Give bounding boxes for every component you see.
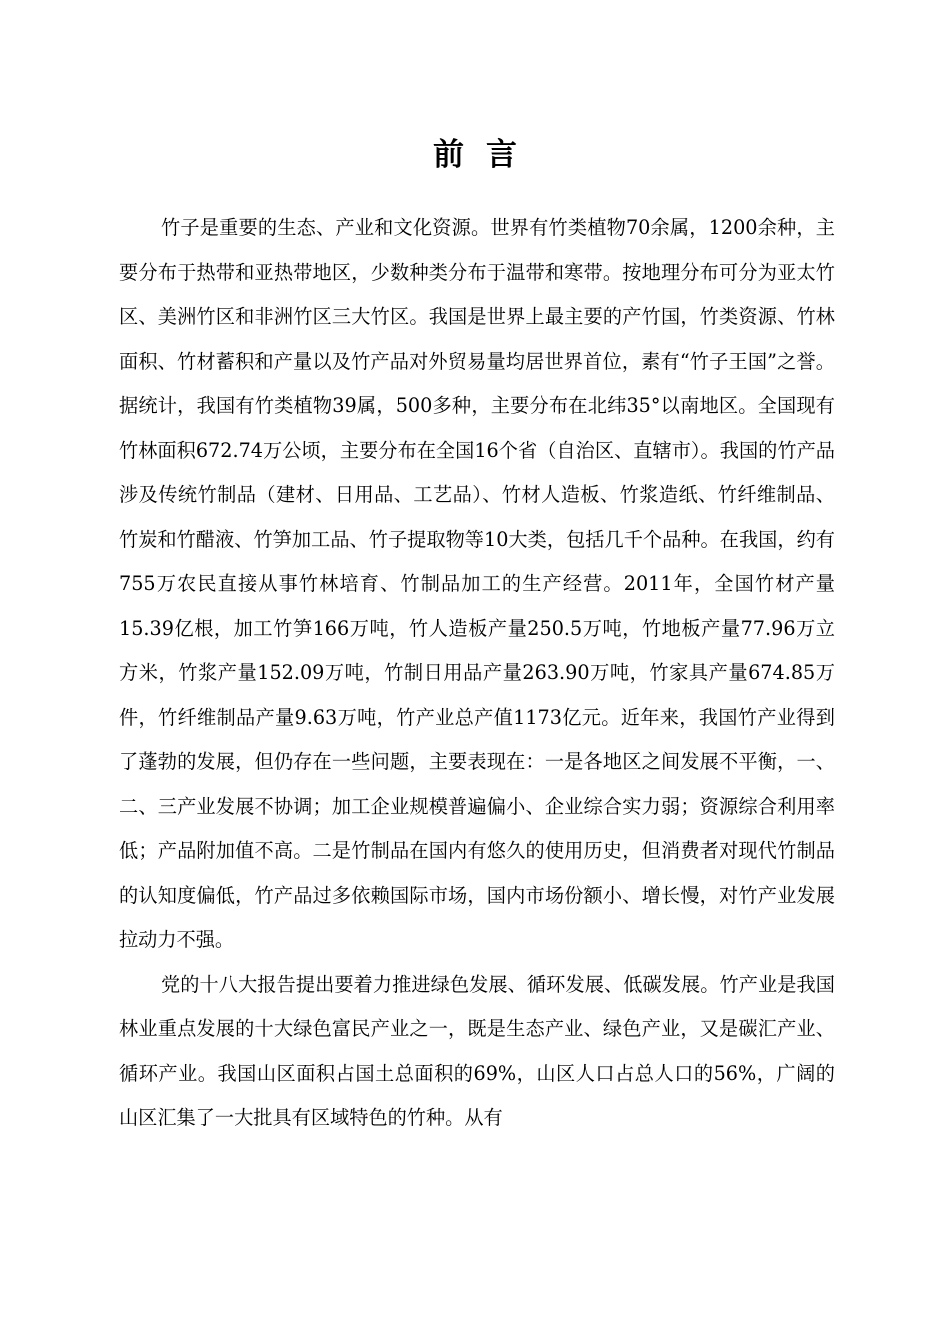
body-text xyxy=(119,206,835,1141)
paragraph-2: 党的十八大报告提出要着力推进绿色发展、循环发展、低碳发展。竹产业是我国林业重点发展的十大绿色富民产业之一，既是生态产业、绿色产业，又是碳汇产业、循环产业。我国山区面积占国土总面积的69%，山区人口占总人口的56%，广阔的山区汇集了一大批具有区域特色的竹种。从有 xyxy=(119,972,835,1129)
page-title: 前言 xyxy=(433,137,539,173)
paragraph-1: 竹子是重要的生态、产业和文化资源。世界有竹类植物70余属，1200余种，主要分布于热带和亚热带地区，少数种类分布于温带和寒带。按地理分布可分为亚太竹区、美洲竹区和非洲竹区三大竹区。我国是世界上最主要的产竹国，竹类资源、竹林面积、竹材蓄积和产量以及竹产品对外贸易量均居世界首位，素有“竹子王国”之誉。据统计，我国有竹类植物39属，500多种，主要分布在北纬35°以南地区。全国现有竹林面积672.74万公顷，主要分布在全国16个省（自治区、直辖市）。我国的竹产品涉及传统竹制品（建材、日用品、工艺品）、竹材人造板、竹浆造纸、竹纤维制品、竹炭和竹醋液、竹笋加工品、竹子提取物等10大类，包括几千个品种。在我国，约有755万农民直接从事竹林培育、竹制品加工的生产经营。2011年，全国竹材产量15.39亿根，加工竹笋166万吨，竹人造板产量250.5万吨，竹地板产量77.96万立方米，竹浆产量152.09万吨，竹制日用品产量263.90万吨，竹家具产量674.85万件，竹纤维制品产量9.63万吨，竹产业总产值1173亿元。近年来，我国竹产业得到了蓬勃的发展，但仍存在一些问题，主要表现在：一是各地区之间发展不平衡，一、二、三产业发展不协调；加工企业规模普遍偏小、企业综合实力弱；资源综合利用率低；产品附加值不高。二是竹制品在国内有悠久的使用历史，但消费者对现代竹制品的认知度偏低，竹产品过多依赖国际市场，国内市场份额小、增长慢，对竹产业发展拉动力不强。 xyxy=(119,216,835,951)
